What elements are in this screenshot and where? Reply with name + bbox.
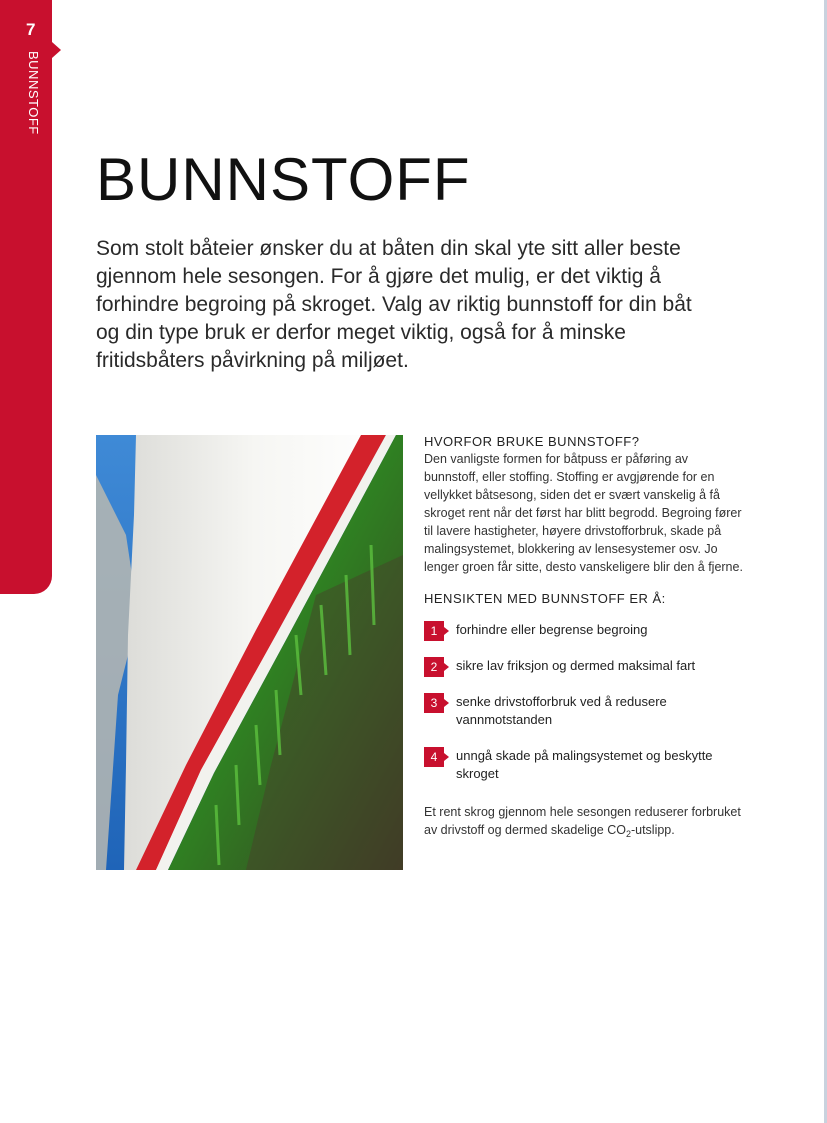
list-number-badge: 2 <box>424 657 444 677</box>
closing-paragraph <box>424 803 744 843</box>
list-number-badge: 3 <box>424 693 444 713</box>
closing-text: Et rent skrog gjennom hele sesongen reduserer forbruket av drivstoff og dermed skadelige CO <box>424 805 741 837</box>
list-item-text: sikre lav friksjon og dermed maksimal fart <box>456 658 696 673</box>
page-number: 7 <box>26 20 36 39</box>
boat-hull-illustration <box>96 435 403 870</box>
chapter-tab <box>0 0 52 594</box>
closing-text-end: -utslipp. <box>630 823 675 837</box>
list-number-badge: 4 <box>424 747 444 767</box>
list-item-text: forhindre eller begrense begroing <box>456 622 648 637</box>
list-item-text: unngå skade på malingsystemet og beskytte skroget <box>456 748 713 781</box>
chapter-label: BUNNSTOFF <box>26 51 41 135</box>
text-column <box>424 433 744 856</box>
section-heading-purpose: HENSIKTEN MED BUNNSTOFF ER Å: <box>424 591 666 606</box>
section-body-why: Den vanligste formen for båtpuss er påføring av bunnstoff, eller stoffing. Stoffing er avgjørende for en vellykket båtsesong, siden det er svært vanskelig å få skroget rent når det først har blitt begrodd. Begroing fører til lavere hastigheter, høyere drivstofforbruk, skade på malingsystemet, blokkering av lensesystemer osv. Jo lenger groen får sitte, desto vanskeligere blir den å fjerne. <box>424 452 743 574</box>
list-item <box>424 747 744 783</box>
list-item <box>424 621 744 639</box>
co2-subscript: 2 <box>625 829 631 839</box>
boat-hull-photo <box>96 435 403 870</box>
chapter-tab-notch <box>52 42 61 58</box>
list-item <box>424 693 744 729</box>
list-number-badge: 1 <box>424 621 444 641</box>
list-item-text: senke drivstofforbruk ved å redusere vannmotstanden <box>456 694 667 727</box>
intro-paragraph: Som stolt båteier ønsker du at båten din skal yte sitt aller beste gjennom hele sesongen. For å gjøre det mulig, er det viktig å forhindre begroing på skroget. Valg av riktig bunnstoff for din båt og din type bruk er derfor meget viktig, også for å minske fritidsbåters påvirkning på miljøet. <box>96 237 692 372</box>
section-heading-why: HVORFOR BRUKE BUNNSTOFF? <box>424 434 640 449</box>
page-title: BUNNSTOFF <box>96 146 471 213</box>
purpose-list <box>424 621 744 783</box>
list-item <box>424 657 744 675</box>
